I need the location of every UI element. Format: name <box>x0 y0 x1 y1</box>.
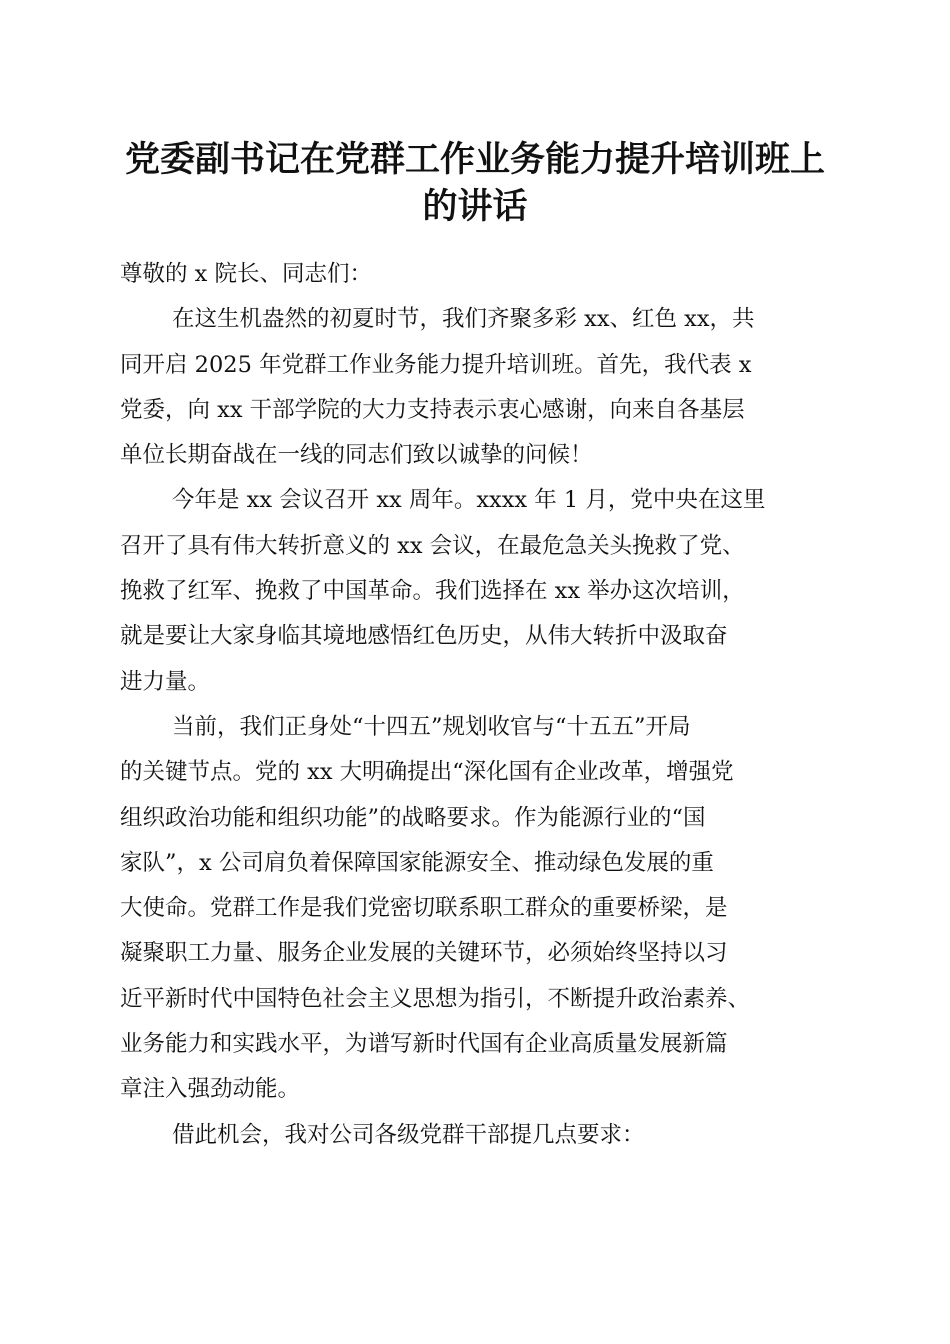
paragraph-line: 大使命。党群工作是我们党密切联系职工群众的重要桥梁，是 <box>120 895 728 922</box>
paragraph-line: 借此机会，我对公司各级党群干部提几点要求： <box>172 1121 645 1148</box>
paragraph-line: 当前，我们正身处“十四五”规划收官与“十五五”开局 <box>172 713 691 740</box>
paragraph-line: 家队”，x 公司肩负着保障国家能源安全、推动绿色发展的重 <box>120 849 714 876</box>
paragraph-line: 的关键节点。党的 xx 大明确提出“深化国有企业改革，增强党 <box>120 759 734 786</box>
paragraph-line: 进力量。 <box>120 668 211 695</box>
paragraph-line: 党委，向 xx 干部学院的大力支持表示衷心感谢，向来自各基层 <box>120 396 745 423</box>
title-line-1: 党委副书记在党群工作业务能力提升培训班上 <box>124 139 825 180</box>
paragraph-3 <box>120 705 830 1113</box>
paragraph-4 <box>120 1113 830 1158</box>
paragraph-line: 组织政治功能和组织功能”的战略要求。作为能源行业的“国 <box>120 804 706 831</box>
paragraph-1 <box>120 297 830 478</box>
paragraph-line: 同开启 2025 年党群工作业务能力提升培训班。首先，我代表 x <box>120 351 752 378</box>
document-body <box>120 252 830 1158</box>
paragraph-line: 就是要让大家身临其境地感悟红色历史，从伟大转折中汲取奋 <box>120 623 728 650</box>
salutation: 尊敬的 x 院长、同志们： <box>120 261 372 287</box>
paragraph-line: 章注入强劲动能。 <box>120 1076 301 1103</box>
paragraph-line: 近平新时代中国特色社会主义思想为指引，不断提升政治素养、 <box>120 985 751 1012</box>
paragraph-line: 凝聚职工力量、服务企业发展的关键环节，必须始终坚持以习 <box>120 940 728 967</box>
paragraph-line: 单位长期奋战在一线的同志们致以诚挚的问候！ <box>120 442 593 469</box>
paragraph-line: 召开了具有伟大转折意义的 xx 会议，在最危急关头挽救了党、 <box>120 532 745 559</box>
title-line-2: 的讲话 <box>422 186 528 227</box>
paragraph-2 <box>120 478 830 704</box>
paragraph-line: 业务能力和实践水平，为谱写新时代国有企业高质量发展新篇 <box>120 1031 728 1058</box>
document-title <box>100 136 850 230</box>
paragraph-line: 挽救了红军、挽救了中国革命。我们选择在 xx 举办这次培训， <box>120 578 745 605</box>
paragraph-line: 今年是 xx 会议召开 xx 周年。xxxx 年 1 月，党中央在这里 <box>172 487 766 514</box>
paragraph-line: 在这生机盎然的初夏时节，我们齐聚多彩 xx、红色 xx，共 <box>172 306 755 333</box>
